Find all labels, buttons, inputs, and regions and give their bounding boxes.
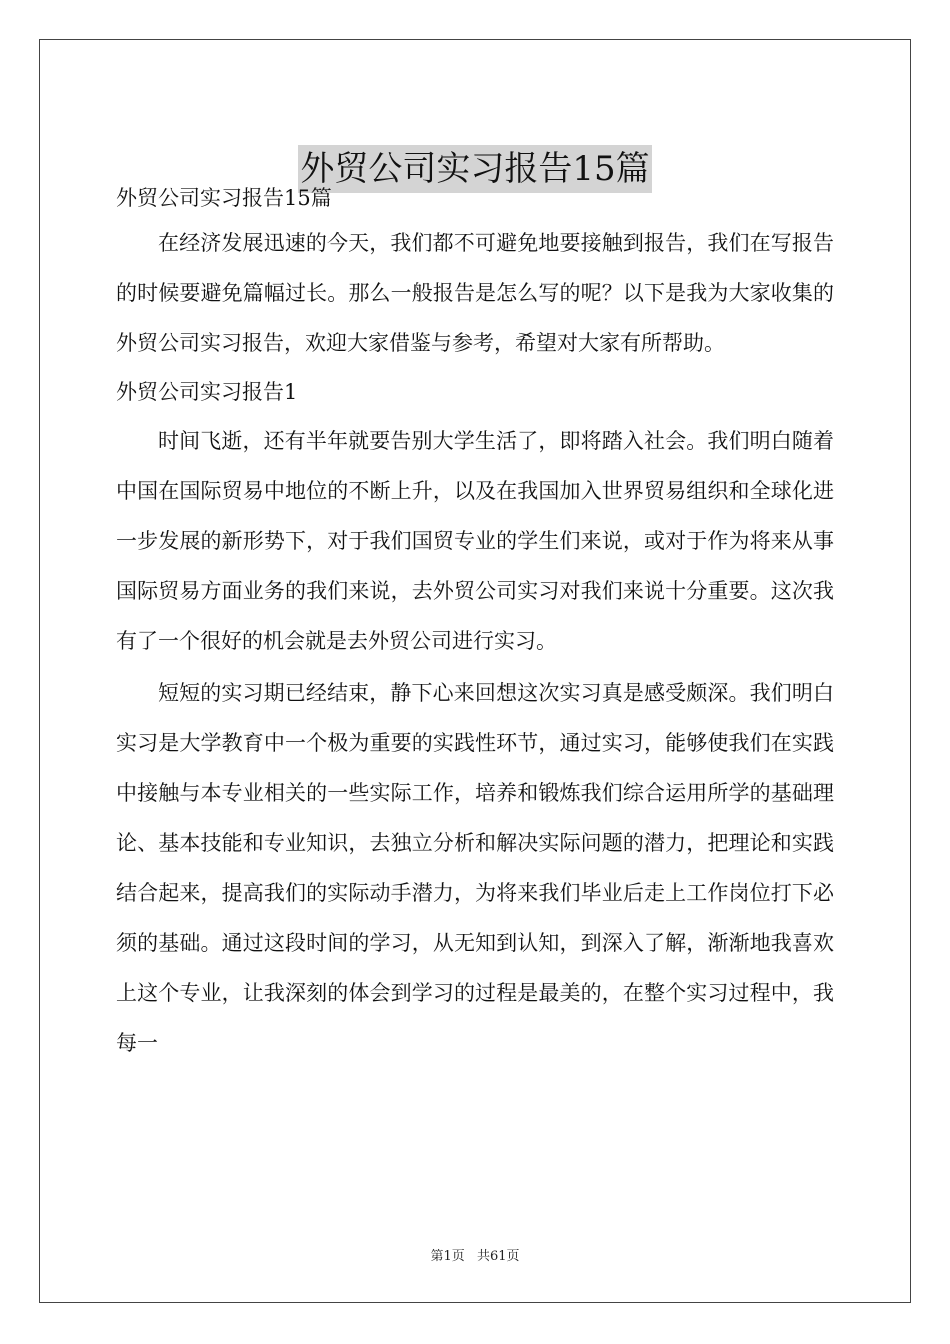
body-paragraph-1: 时间飞逝，还有半年就要告别大学生活了，即将踏入社会。我们明白随着中国在国际贸易中地位的不断上升，以及在我国加入世界贸易组织和全球化进一步发展的新形势下，对于我们国贸专业的学生们来说，或对于作为将来从事国际贸易方面业务的我们来说，去外贸公司实习对我们来说十分重要。这次我有了一个很好的机会就是去外贸公司进行实习。 [116,429,834,653]
page-footer [0,1245,950,1264]
document-body [116,178,834,1068]
intro-paragraph: 在经济发展迅速的今天，我们都不可避免地要接触到报告，我们在写报告的时候要避免篇幅过长。那么一般报告是怎么写的呢？以下是我为大家收集的外贸公司实习报告，欢迎大家借鉴与参考，希望对大家有所帮助。 [116,231,834,355]
page-total: 共61页 [476,1249,520,1264]
page-number: 第1页 [430,1249,465,1264]
section-heading: 外贸公司实习报告1 [116,380,298,404]
body-paragraph-2: 短短的实习期已经结束，静下心来回想这次实习真是感受颇深。我们明白实习是大学教育中一个极为重要的实践性环节，通过实习，能够使我们在实践中接触与本专业相关的一些实际工作，培养和锻炼我们综合运用所学的基础理论、基本技能和专业知识，去独立分析和解决实际问题的潜力，把理论和实践结合起来，提高我们的实际动手潜力，为将来我们毕业后走上工作岗位打下必须的基础。通过这段时间的学习，从无知到认知，到深入了解，渐渐地我喜欢上这个专业，让我深刻的体会到学习的过程是最美的，在整个实习过程中，我每一 [116,681,834,1055]
document-title: 外贸公司实习报告15篇 [298,145,651,193]
document-subtitle: 外贸公司实习报告15篇 [116,186,332,210]
